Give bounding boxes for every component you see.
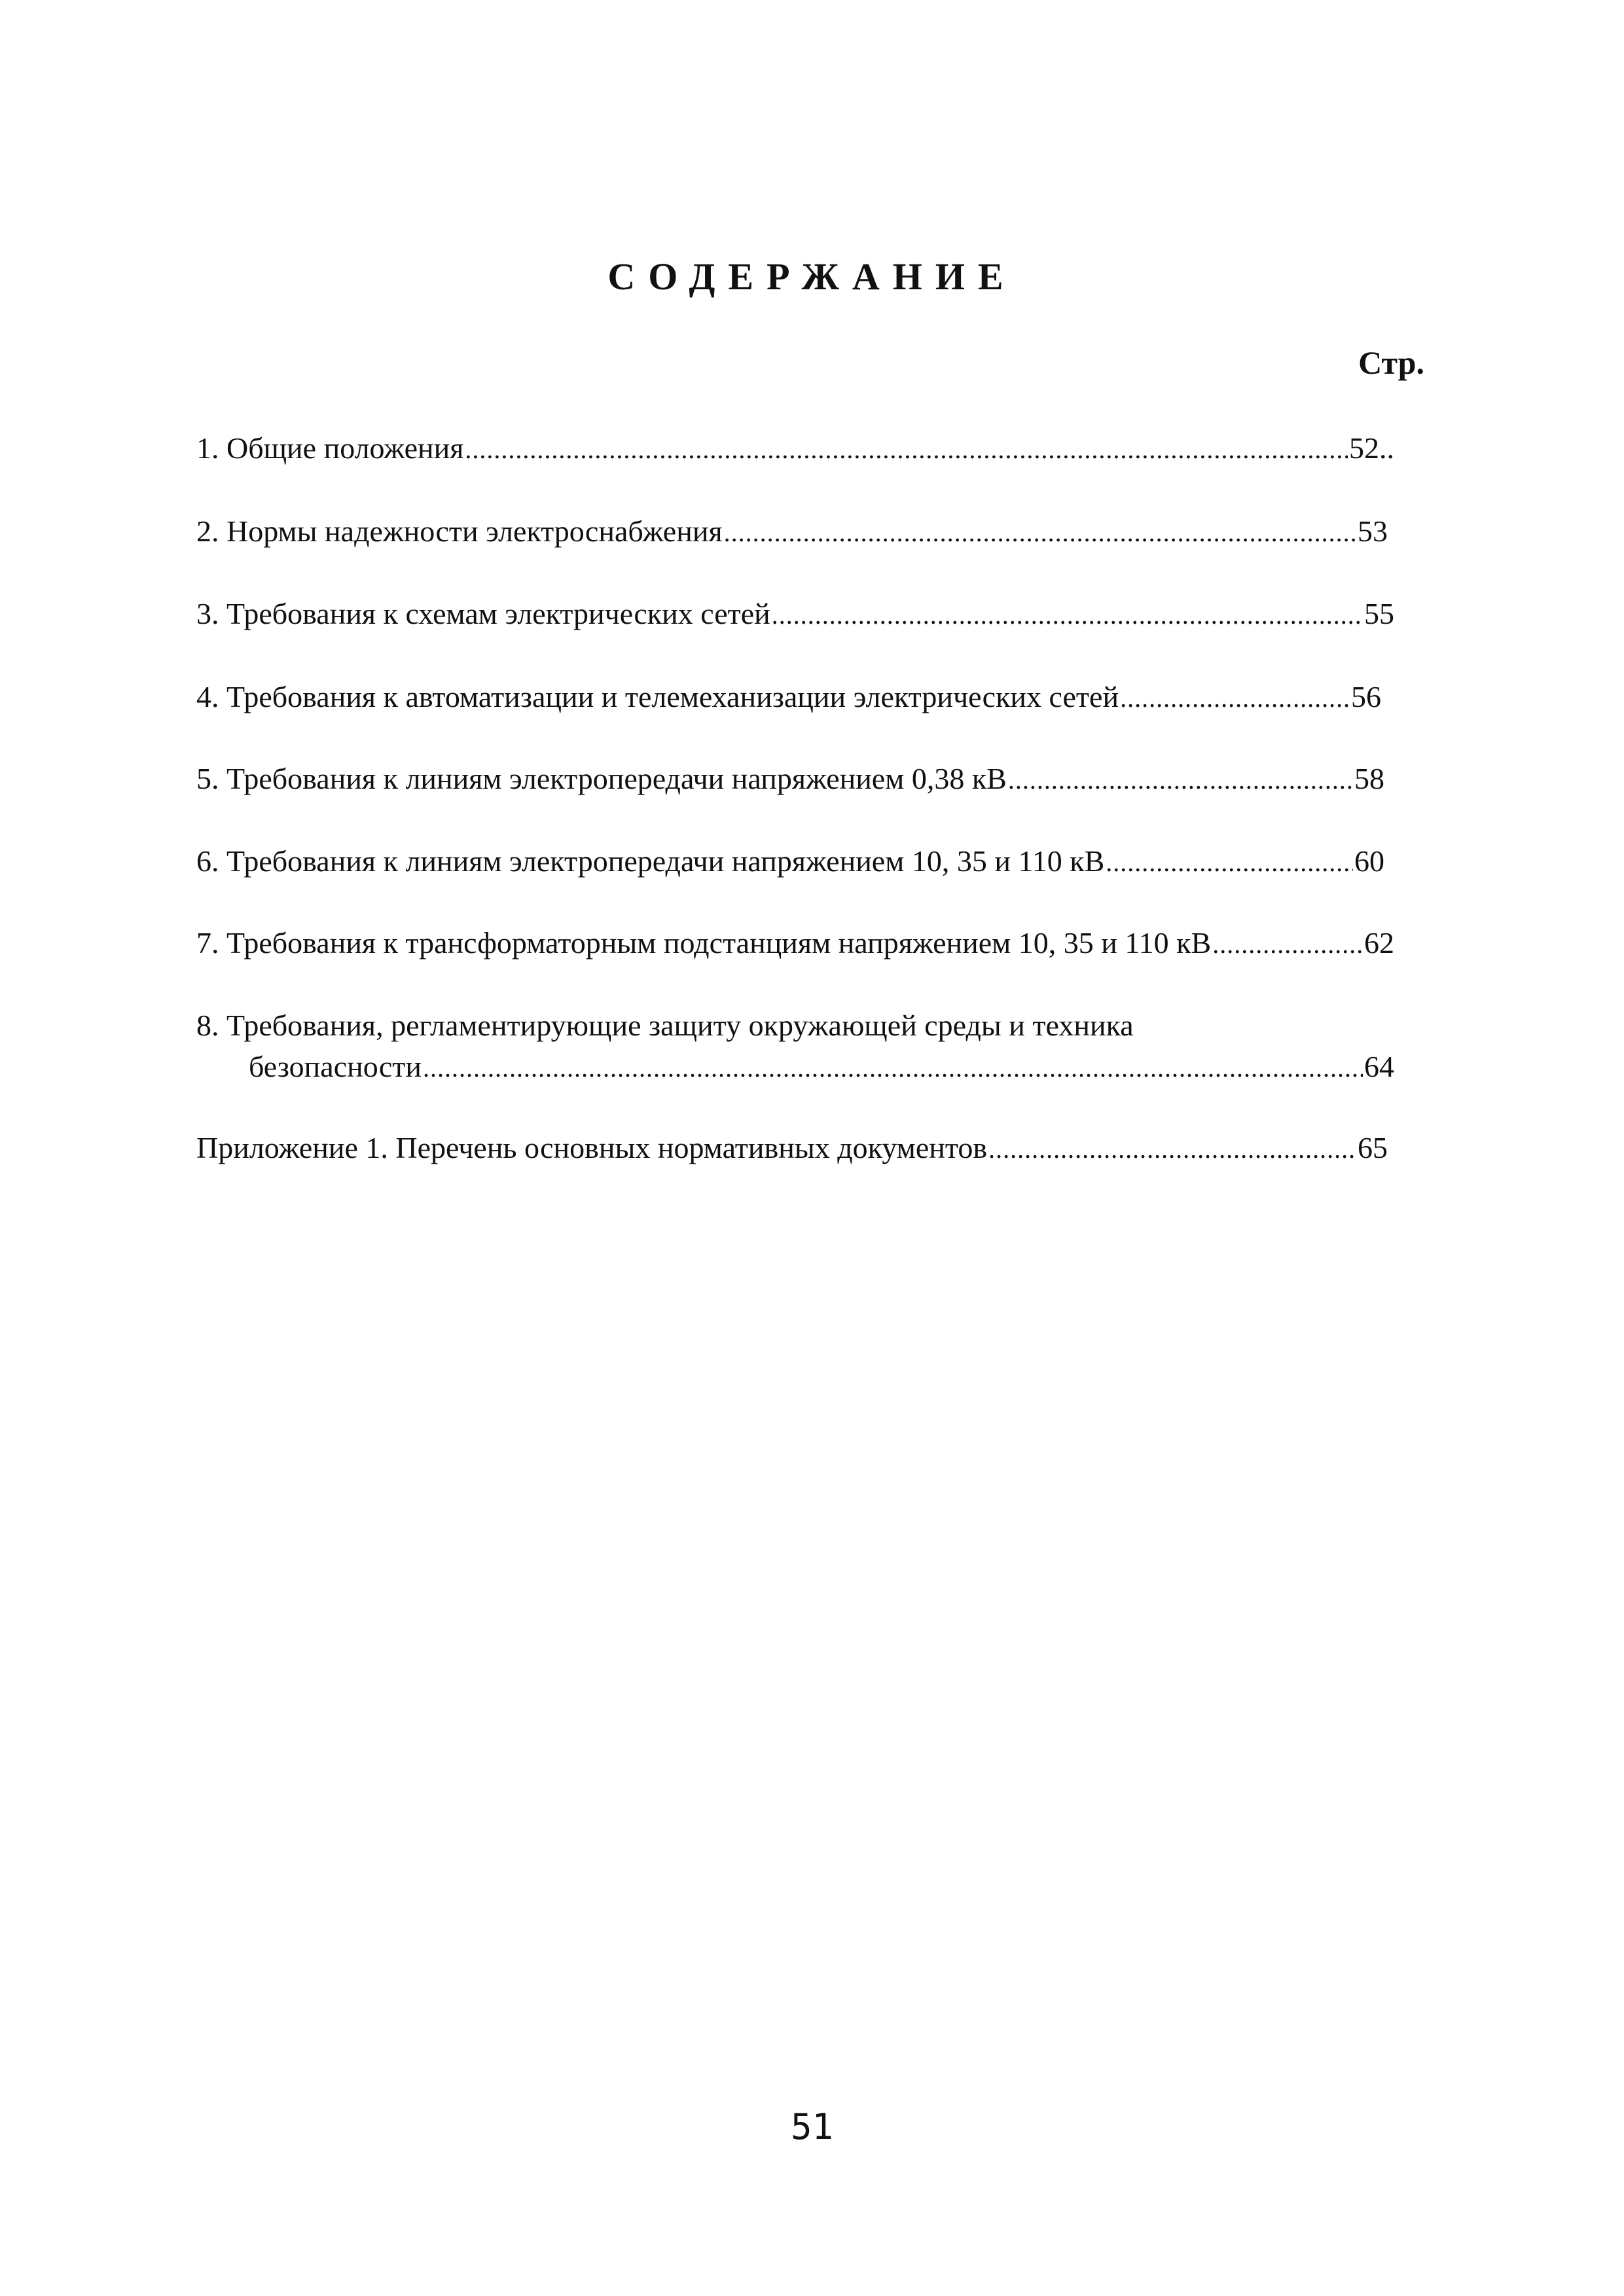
toc-entry-title: 2. Нормы надежности электроснабжения — [196, 514, 723, 548]
dot-leader — [988, 1130, 1356, 1169]
toc-entry-page: 64 — [1364, 1050, 1394, 1083]
toc-entry-title: 1. Общие положения — [196, 431, 464, 465]
dot-leader — [465, 430, 1348, 469]
toc-entry — [196, 1128, 1388, 1169]
toc-entry-title: 5. Требования к линиям электропередачи напряжением 0,38 кВ — [196, 762, 1007, 795]
toc-entry-page: 58 — [1354, 762, 1384, 795]
toc-entry-title: 6. Требования к линиям электропередачи напряжением 10, 35 и 110 кВ — [196, 844, 1105, 878]
dot-leader — [772, 596, 1363, 635]
toc-entry — [196, 512, 1388, 552]
toc-entry-page: 55 — [1364, 597, 1394, 630]
toc-entry-page: 60 — [1354, 844, 1384, 878]
dot-leader — [1008, 761, 1353, 800]
toc-entry-page: 65 — [1358, 1131, 1388, 1164]
toc-entry — [249, 1047, 1394, 1088]
dot-leader — [1120, 679, 1350, 718]
toc-entry-title: 4. Требования к автоматизации и телемеханизации электрических сетей — [196, 680, 1119, 713]
toc-entry-page: 62 — [1364, 926, 1394, 960]
toc-entry-page: 56 — [1351, 680, 1381, 713]
dot-leader — [423, 1049, 1363, 1088]
page-number: 51 — [790, 2106, 834, 2147]
toc-entry — [196, 594, 1394, 635]
toc-entry-title: 3. Требования к схемам электрических сетей — [196, 597, 770, 630]
toc-entry-title-line1: 8. Требования, регламентирующие защиту окружающей среды и техника — [196, 1009, 1134, 1042]
page-column-header: Стр. — [1358, 344, 1424, 381]
dot-leader — [1106, 843, 1353, 882]
toc-entry-title: 7. Требования к трансформаторным подстанциям напряжением 10, 35 и 110 кВ — [196, 926, 1212, 960]
toc-entry — [196, 924, 1394, 964]
dot-leader — [1212, 925, 1363, 964]
toc-entry-page: 52.. — [1349, 431, 1394, 465]
toc-entry — [196, 677, 1381, 718]
toc-entry-title: безопасности — [249, 1050, 422, 1083]
toc-entry-title: Приложение 1. Перечень основных нормативных документов — [196, 1131, 988, 1164]
page-title: СОДЕРЖАНИЕ — [607, 255, 1017, 298]
dot-leader — [724, 513, 1356, 552]
toc-entry — [196, 429, 1394, 469]
toc-entry-page: 53 — [1358, 514, 1388, 548]
toc-entry — [196, 842, 1384, 882]
toc-entry — [196, 759, 1384, 800]
